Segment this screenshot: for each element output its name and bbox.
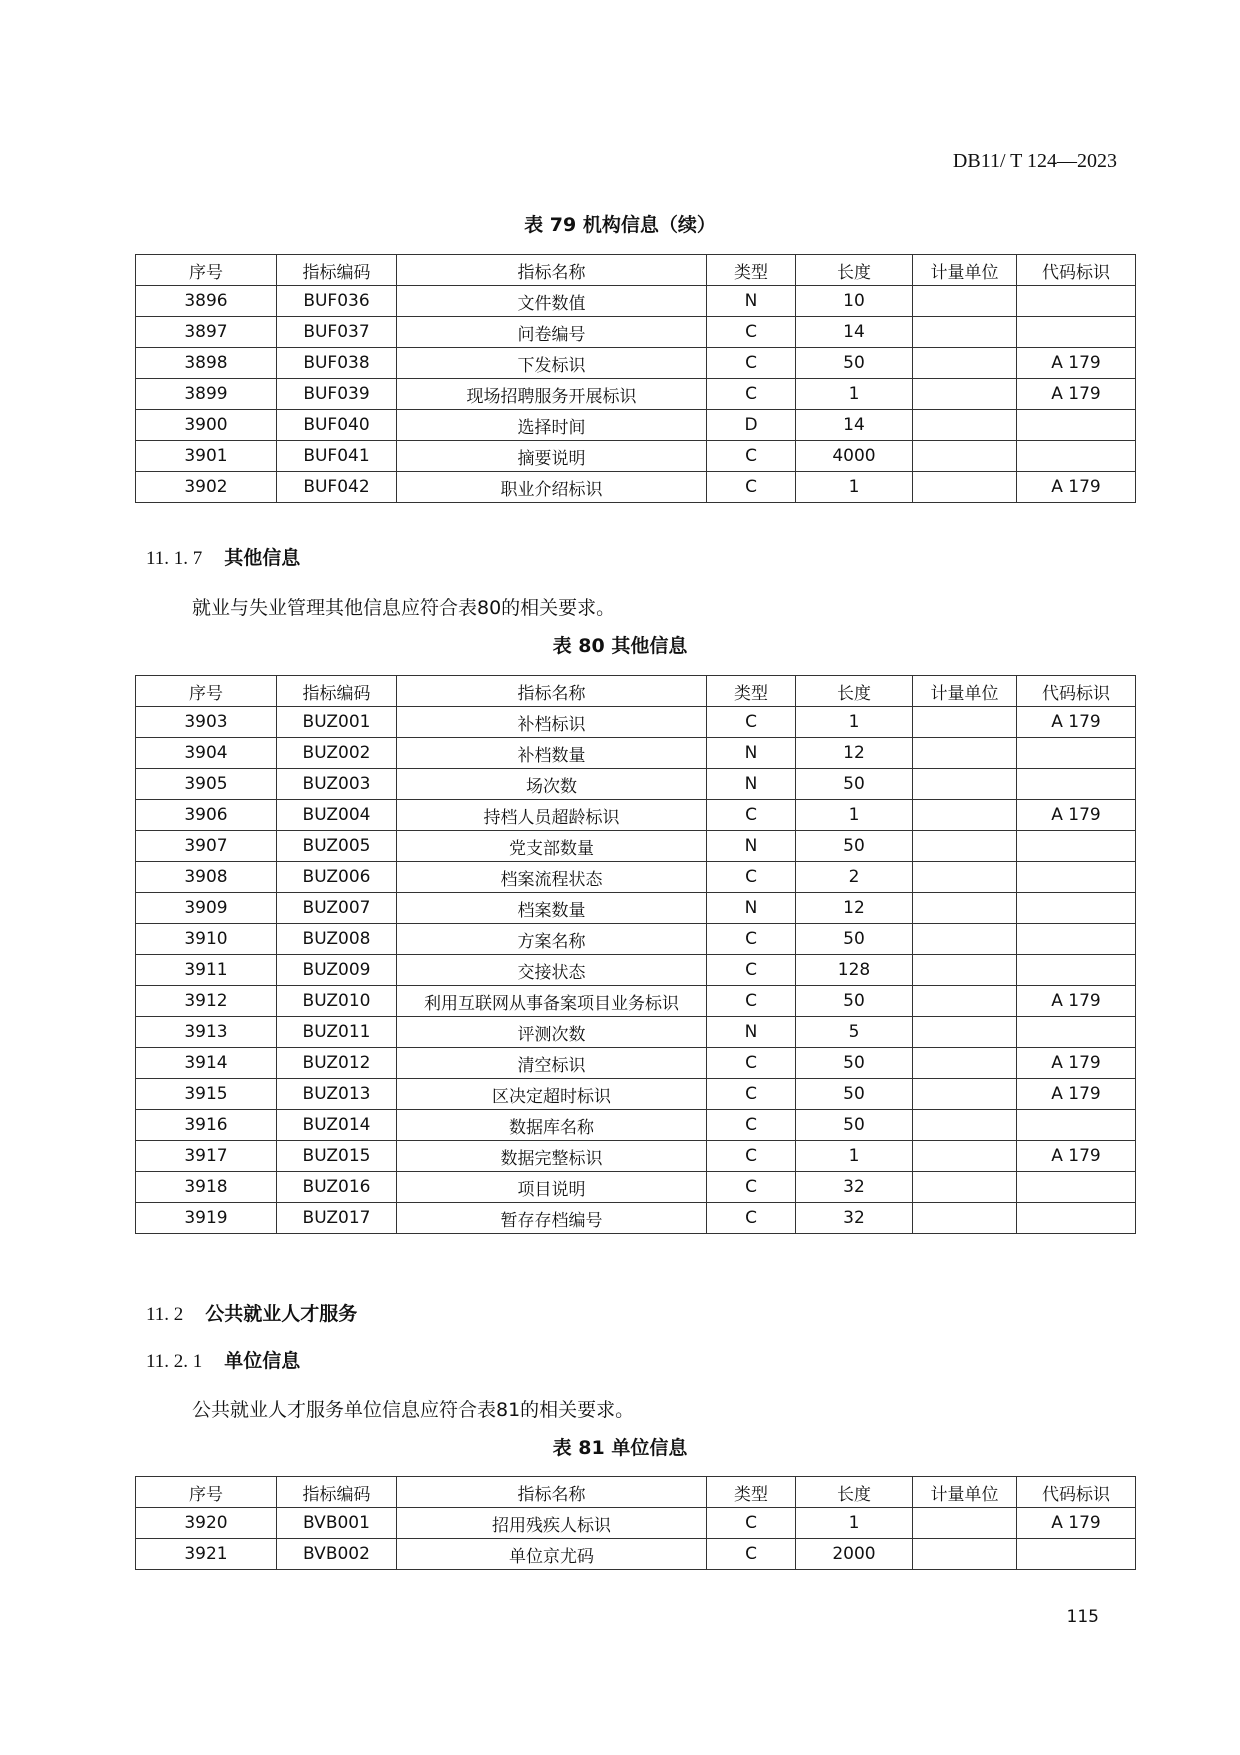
- table-cell: BUZ009: [277, 955, 397, 986]
- table-cell: 交接状态: [397, 955, 707, 986]
- table-cell: [1017, 862, 1136, 893]
- table-cell: BUZ001: [277, 707, 397, 738]
- table-cell: 3917: [136, 1141, 277, 1172]
- table-cell: C: [707, 1110, 796, 1141]
- table-cell: 5: [796, 1017, 913, 1048]
- header-cell: 指标编码: [277, 676, 397, 707]
- table-cell: N: [707, 738, 796, 769]
- table-cell: D: [707, 410, 796, 441]
- table-cell: A 179: [1017, 1508, 1136, 1539]
- table-header: [136, 1477, 1136, 1508]
- table-cell: 10: [796, 286, 913, 317]
- table-cell: BVB001: [277, 1508, 397, 1539]
- table-cell: [913, 924, 1017, 955]
- table-cell: [913, 1141, 1017, 1172]
- table-cell: 1: [796, 1508, 913, 1539]
- table-79: [135, 254, 1136, 503]
- table-cell: 32: [796, 1172, 913, 1203]
- section-heading-11-2-1: [146, 1346, 300, 1373]
- table-row: [136, 986, 1136, 1017]
- table-cell: 补档标识: [397, 707, 707, 738]
- table-cell: [1017, 1203, 1136, 1234]
- table-cell: 持档人员超龄标识: [397, 800, 707, 831]
- table-79-caption: 表 79 机构信息（续）: [524, 214, 716, 236]
- table-cell: 3906: [136, 800, 277, 831]
- table-cell: BVB002: [277, 1539, 397, 1570]
- table-cell: 党支部数量: [397, 831, 707, 862]
- section-title: 其他信息: [224, 547, 301, 569]
- header-cell: 序号: [136, 1477, 277, 1508]
- table-cell: 50: [796, 986, 913, 1017]
- section-title: 单位信息: [224, 1350, 301, 1372]
- table-cell: 3897: [136, 317, 277, 348]
- table-cell: 3896: [136, 286, 277, 317]
- table-cell: 3910: [136, 924, 277, 955]
- table-cell: 下发标识: [397, 348, 707, 379]
- table-cell: 50: [796, 769, 913, 800]
- table-cell: [1017, 1017, 1136, 1048]
- table-cell: 3918: [136, 1172, 277, 1203]
- table-cell: C: [707, 986, 796, 1017]
- table-cell: 3913: [136, 1017, 277, 1048]
- table-cell: 招用残疾人标识: [397, 1508, 707, 1539]
- table-cell: A 179: [1017, 1048, 1136, 1079]
- table-row: [136, 738, 1136, 769]
- header-cell: 代码标识: [1017, 255, 1136, 286]
- table-cell: 数据库名称: [397, 1110, 707, 1141]
- table-cell: 50: [796, 348, 913, 379]
- table-cell: 3912: [136, 986, 277, 1017]
- header-cell: 长度: [796, 255, 913, 286]
- table-80-caption: 表 80 其他信息: [552, 635, 688, 657]
- table-cell: 128: [796, 955, 913, 986]
- table-cell: BUZ017: [277, 1203, 397, 1234]
- table-cell: 档案流程状态: [397, 862, 707, 893]
- table-cell: 数据完整标识: [397, 1141, 707, 1172]
- table-81-caption: 表 81 单位信息: [552, 1437, 688, 1459]
- table-cell: 职业介绍标识: [397, 472, 707, 503]
- header-cell: 长度: [796, 676, 913, 707]
- table-cell: 3900: [136, 410, 277, 441]
- table-row: [136, 1110, 1136, 1141]
- table-cell: A 179: [1017, 379, 1136, 410]
- table-cell: [913, 410, 1017, 441]
- table-cell: 3901: [136, 441, 277, 472]
- table-cell: [913, 738, 1017, 769]
- table-cell: [913, 1017, 1017, 1048]
- table-header: [136, 255, 1136, 286]
- table-cell: 50: [796, 831, 913, 862]
- table-80: [135, 675, 1136, 1234]
- table-cell: 单位京尤码: [397, 1539, 707, 1570]
- paragraph-table-80-ref: 就业与失业管理其他信息应符合表80的相关要求。: [192, 597, 616, 619]
- header-cell: 指标名称: [397, 255, 707, 286]
- table-cell: N: [707, 893, 796, 924]
- table-row: [136, 441, 1136, 472]
- table-cell: 1: [796, 472, 913, 503]
- table-cell: C: [707, 1079, 796, 1110]
- table-cell: A 179: [1017, 800, 1136, 831]
- table-cell: [1017, 769, 1136, 800]
- table-cell: BUF038: [277, 348, 397, 379]
- table-cell: 清空标识: [397, 1048, 707, 1079]
- header-cell: 计量单位: [913, 1477, 1017, 1508]
- table-cell: N: [707, 769, 796, 800]
- table-cell: [913, 1203, 1017, 1234]
- table-cell: 50: [796, 1110, 913, 1141]
- table-row: [136, 1141, 1136, 1172]
- table-cell: 3919: [136, 1203, 277, 1234]
- header-cell: 代码标识: [1017, 1477, 1136, 1508]
- table-row: [136, 800, 1136, 831]
- table-cell: C: [707, 707, 796, 738]
- table-cell: [1017, 317, 1136, 348]
- table-row: [136, 286, 1136, 317]
- table-cell: BUZ011: [277, 1017, 397, 1048]
- table-cell: N: [707, 286, 796, 317]
- table-cell: [913, 379, 1017, 410]
- table-cell: [913, 862, 1017, 893]
- table-cell: [913, 1079, 1017, 1110]
- table-row: [136, 862, 1136, 893]
- table-cell: 50: [796, 924, 913, 955]
- table-row: [136, 472, 1136, 503]
- table-cell: [1017, 286, 1136, 317]
- table-cell: [913, 893, 1017, 924]
- section-number: 11. 1. 7: [146, 548, 203, 569]
- table-cell: 方案名称: [397, 924, 707, 955]
- table-cell: [913, 769, 1017, 800]
- table-cell: BUF039: [277, 379, 397, 410]
- section-number: 11. 2: [146, 1304, 184, 1325]
- table-cell: 50: [796, 1079, 913, 1110]
- table-cell: C: [707, 472, 796, 503]
- table-cell: [913, 1539, 1017, 1570]
- table-cell: 3905: [136, 769, 277, 800]
- table-cell: A 179: [1017, 1079, 1136, 1110]
- section-heading-11-1-7: [146, 543, 300, 570]
- table-row: [136, 1203, 1136, 1234]
- table-cell: BUZ003: [277, 769, 397, 800]
- table-81: [135, 1476, 1136, 1570]
- section-number: 11. 2. 1: [146, 1351, 203, 1372]
- table-row: [136, 379, 1136, 410]
- table-cell: N: [707, 1017, 796, 1048]
- table-cell: C: [707, 1048, 796, 1079]
- section-heading-11-2: [146, 1299, 357, 1326]
- table-cell: [1017, 955, 1136, 986]
- table-cell: 补档数量: [397, 738, 707, 769]
- table-cell: C: [707, 800, 796, 831]
- table-cell: BUZ016: [277, 1172, 397, 1203]
- table-cell: 3921: [136, 1539, 277, 1570]
- table-cell: C: [707, 1141, 796, 1172]
- table-cell: BUF037: [277, 317, 397, 348]
- table-row: [136, 348, 1136, 379]
- table-cell: [913, 800, 1017, 831]
- table-cell: BUZ008: [277, 924, 397, 955]
- table-row: [136, 1017, 1136, 1048]
- table-cell: 32: [796, 1203, 913, 1234]
- table-cell: BUZ005: [277, 831, 397, 862]
- table-cell: C: [707, 441, 796, 472]
- table-cell: C: [707, 317, 796, 348]
- table-cell: [913, 1172, 1017, 1203]
- table-header: [136, 676, 1136, 707]
- table-cell: C: [707, 348, 796, 379]
- table-cell: 3914: [136, 1048, 277, 1079]
- table-cell: BUF041: [277, 441, 397, 472]
- table-cell: [1017, 831, 1136, 862]
- table-cell: 3915: [136, 1079, 277, 1110]
- header-cell: 类型: [707, 676, 796, 707]
- table-row: [136, 1539, 1136, 1570]
- table-row: [136, 707, 1136, 738]
- paragraph-table-81-ref: 公共就业人才服务单位信息应符合表81的相关要求。: [192, 1399, 635, 1421]
- table-cell: 3911: [136, 955, 277, 986]
- table-row: [136, 1172, 1136, 1203]
- table-row: [136, 955, 1136, 986]
- table-cell: [913, 707, 1017, 738]
- table-cell: BUZ014: [277, 1110, 397, 1141]
- table-cell: A 179: [1017, 707, 1136, 738]
- table-cell: [913, 831, 1017, 862]
- table-cell: BUF036: [277, 286, 397, 317]
- table-cell: 1: [796, 379, 913, 410]
- table-cell: BUZ012: [277, 1048, 397, 1079]
- header-cell: 计量单位: [913, 676, 1017, 707]
- table-cell: 3909: [136, 893, 277, 924]
- table-row: [136, 410, 1136, 441]
- table-cell: C: [707, 1539, 796, 1570]
- table-cell: [913, 472, 1017, 503]
- table-cell: C: [707, 379, 796, 410]
- table-row: [136, 831, 1136, 862]
- table-cell: [913, 286, 1017, 317]
- table-cell: A 179: [1017, 1141, 1136, 1172]
- table-cell: 问卷编号: [397, 317, 707, 348]
- table-cell: BUZ006: [277, 862, 397, 893]
- header-cell: 序号: [136, 676, 277, 707]
- table-cell: 14: [796, 317, 913, 348]
- table-cell: 3899: [136, 379, 277, 410]
- table-cell: BUZ015: [277, 1141, 397, 1172]
- table-cell: [913, 348, 1017, 379]
- table-cell: 档案数量: [397, 893, 707, 924]
- header-cell: 序号: [136, 255, 277, 286]
- table-row: [136, 893, 1136, 924]
- table-cell: 3902: [136, 472, 277, 503]
- table-cell: 3907: [136, 831, 277, 862]
- header-cell: 指标名称: [397, 1477, 707, 1508]
- table-cell: BUZ004: [277, 800, 397, 831]
- table-cell: 1: [796, 800, 913, 831]
- table-cell: [1017, 441, 1136, 472]
- table-cell: 现场招聘服务开展标识: [397, 379, 707, 410]
- table-cell: 3903: [136, 707, 277, 738]
- table-cell: 3908: [136, 862, 277, 893]
- table-cell: C: [707, 1172, 796, 1203]
- table-cell: [913, 986, 1017, 1017]
- table-cell: 2: [796, 862, 913, 893]
- table-cell: 1: [796, 707, 913, 738]
- table-cell: [1017, 738, 1136, 769]
- table-row: [136, 1048, 1136, 1079]
- table-cell: [1017, 924, 1136, 955]
- table-cell: BUF040: [277, 410, 397, 441]
- table-cell: 12: [796, 738, 913, 769]
- table-cell: [1017, 893, 1136, 924]
- table-cell: 1: [796, 1141, 913, 1172]
- table-cell: 选择时间: [397, 410, 707, 441]
- table-cell: 50: [796, 1048, 913, 1079]
- table-cell: BUZ007: [277, 893, 397, 924]
- table-cell: 区决定超时标识: [397, 1079, 707, 1110]
- table-cell: 项目说明: [397, 1172, 707, 1203]
- table-cell: C: [707, 1203, 796, 1234]
- table-cell: [1017, 1539, 1136, 1570]
- table-row: [136, 924, 1136, 955]
- table-cell: BUZ010: [277, 986, 397, 1017]
- table-cell: 4000: [796, 441, 913, 472]
- table-cell: [913, 441, 1017, 472]
- header-cell: 代码标识: [1017, 676, 1136, 707]
- table-cell: [913, 1110, 1017, 1141]
- header-cell: 指标编码: [277, 255, 397, 286]
- table-cell: BUZ002: [277, 738, 397, 769]
- table-cell: 利用互联网从事备案项目业务标识: [397, 986, 707, 1017]
- table-cell: 暂存存档编号: [397, 1203, 707, 1234]
- table-cell: 文件数值: [397, 286, 707, 317]
- table-cell: N: [707, 831, 796, 862]
- table-cell: A 179: [1017, 986, 1136, 1017]
- section-title: 公共就业人才服务: [205, 1303, 358, 1325]
- table-cell: [1017, 1172, 1136, 1203]
- table-row: [136, 317, 1136, 348]
- table-cell: 2000: [796, 1539, 913, 1570]
- table-cell: A 179: [1017, 348, 1136, 379]
- header-cell: 长度: [796, 1477, 913, 1508]
- table-cell: 评测次数: [397, 1017, 707, 1048]
- table-cell: [1017, 410, 1136, 441]
- table-cell: A 179: [1017, 472, 1136, 503]
- table-cell: 12: [796, 893, 913, 924]
- table-cell: BUF042: [277, 472, 397, 503]
- table-cell: 3920: [136, 1508, 277, 1539]
- table-row: [136, 1508, 1136, 1539]
- header-cell: 类型: [707, 255, 796, 286]
- table-cell: [1017, 1110, 1136, 1141]
- table-cell: C: [707, 862, 796, 893]
- document-code: DB11/ T 124—2023: [952, 150, 1117, 172]
- table-cell: 3898: [136, 348, 277, 379]
- header-cell: 指标编码: [277, 1477, 397, 1508]
- header-cell: 指标名称: [397, 676, 707, 707]
- table-cell: C: [707, 955, 796, 986]
- table-row: [136, 1079, 1136, 1110]
- table-cell: [913, 317, 1017, 348]
- table-cell: C: [707, 1508, 796, 1539]
- table-cell: [913, 955, 1017, 986]
- table-cell: 3904: [136, 738, 277, 769]
- table-cell: 摘要说明: [397, 441, 707, 472]
- table-row: [136, 769, 1136, 800]
- header-cell: 计量单位: [913, 255, 1017, 286]
- table-cell: [913, 1048, 1017, 1079]
- table-cell: C: [707, 924, 796, 955]
- table-cell: BUZ013: [277, 1079, 397, 1110]
- table-cell: 3916: [136, 1110, 277, 1141]
- page-number: 115: [1066, 1607, 1099, 1627]
- header-cell: 类型: [707, 1477, 796, 1508]
- table-cell: [913, 1508, 1017, 1539]
- table-cell: 14: [796, 410, 913, 441]
- table-cell: 场次数: [397, 769, 707, 800]
